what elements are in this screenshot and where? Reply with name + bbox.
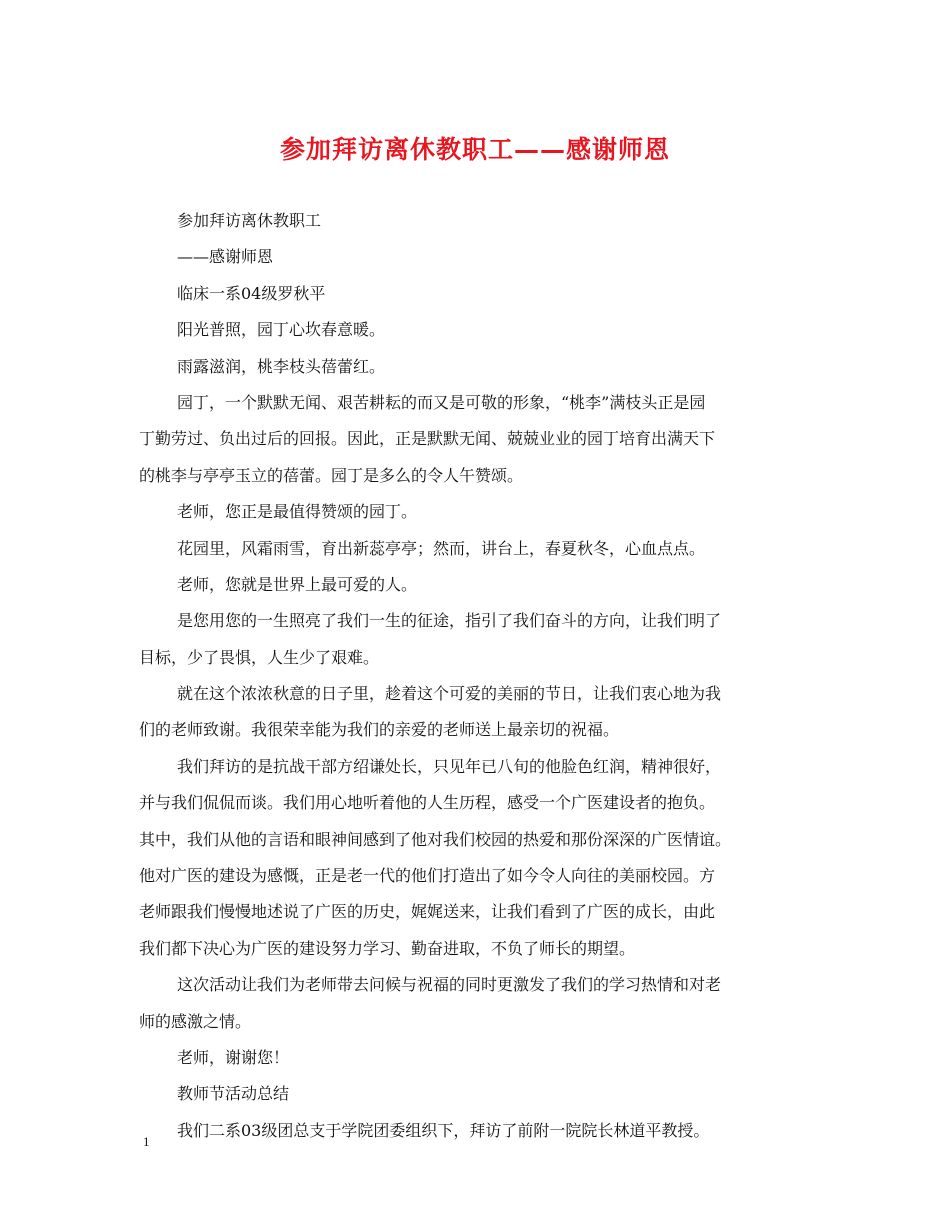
page-number: 1 <box>143 1134 150 1149</box>
paragraph-line: 就在这个浓浓秋意的日子里，趁着这个可爱的美丽的节日，让我们衷心地为我 <box>177 684 722 704</box>
paragraph-line: 老师，您正是最值得赞颂的园丁。 <box>177 502 418 522</box>
paragraph-line: ——感谢师恩 <box>177 247 274 267</box>
paragraph-line: 阳光普照，园丁心坎春意暖。 <box>177 320 386 340</box>
paragraph-line: 师的感激之情。 <box>139 1011 252 1031</box>
paragraph-line: 老师跟我们慢慢地述说了广医的历史，娓娓送来，让我们看到了广医的成长，由此 <box>139 902 716 922</box>
paragraph-line: 老师，您就是世界上最可爱的人。 <box>177 574 418 594</box>
paragraph-line: 花园里，风霜雨雪，育出新蕊亭亭；然而，讲台上，春夏秋冬，心血点点。 <box>177 538 706 558</box>
paragraph-line: 是您用您的一生照亮了我们一生的征途，指引了我们奋斗的方向，让我们明了 <box>177 611 722 631</box>
paragraph-line: 教师节活动总结 <box>177 1084 290 1104</box>
document-title: 参加拜访离休教职工——感谢师恩 <box>279 135 670 164</box>
paragraph-line: 园丁，一个默默无闻、艰苦耕耘的而又是可敬的形象，“桃李”满枝头正是园 <box>177 392 706 412</box>
document-body <box>139 203 819 1149</box>
paragraph-line: 雨露滋润，桃李枝头蓓蕾红。 <box>177 356 386 376</box>
paragraph-line: 其中，我们从他的言语和眼神间感到了他对我们校园的热爱和那份深深的广医情谊。 <box>139 829 732 849</box>
paragraph-line: 丁勤劳过、负出过后的回报。因此，正是默默无闻、兢兢业业的园丁培育出满天下 <box>139 429 716 449</box>
paragraph-line: 我们二系03级团总支于学院团委组织下，拜访了前附一院院长林道平教授。 <box>177 1120 710 1140</box>
paragraph-line: 并与我们侃侃而谈。我们用心地听着他的人生历程，感受一个广医建设者的抱负。 <box>139 793 716 813</box>
paragraph-line: 我们都下决心为广医的建设努力学习、勤奋进取，不负了师长的期望。 <box>139 938 636 958</box>
paragraph-line: 我们拜访的是抗战干部方绍谦处长，只见年已八旬的他脸色红润，精神很好， <box>177 756 722 776</box>
paragraph-line: 的桃李与亭亭玉立的蓓蕾。园丁是多么的令人午赞颂。 <box>139 465 524 485</box>
paragraph-line: 目标，少了畏惧，人生少了艰难。 <box>139 647 380 667</box>
paragraph-line: 参加拜访离休教职工 <box>177 211 322 230</box>
paragraph-line: 他对广医的建设为感慨，正是老一代的他们打造出了如今令人向往的美丽校园。方 <box>139 866 716 886</box>
paragraph-line: 们的老师致谢。我很荣幸能为我们的亲爱的老师送上最亲切的祝福。 <box>139 720 620 740</box>
paragraph-line: 临床一系04级罗秋平 <box>177 283 326 303</box>
paragraph-line: 老师，谢谢您！ <box>177 1047 290 1067</box>
paragraph-line: 这次活动让我们为老师带去问候与祝福的同时更激发了我们的学习热情和对老 <box>177 975 722 995</box>
